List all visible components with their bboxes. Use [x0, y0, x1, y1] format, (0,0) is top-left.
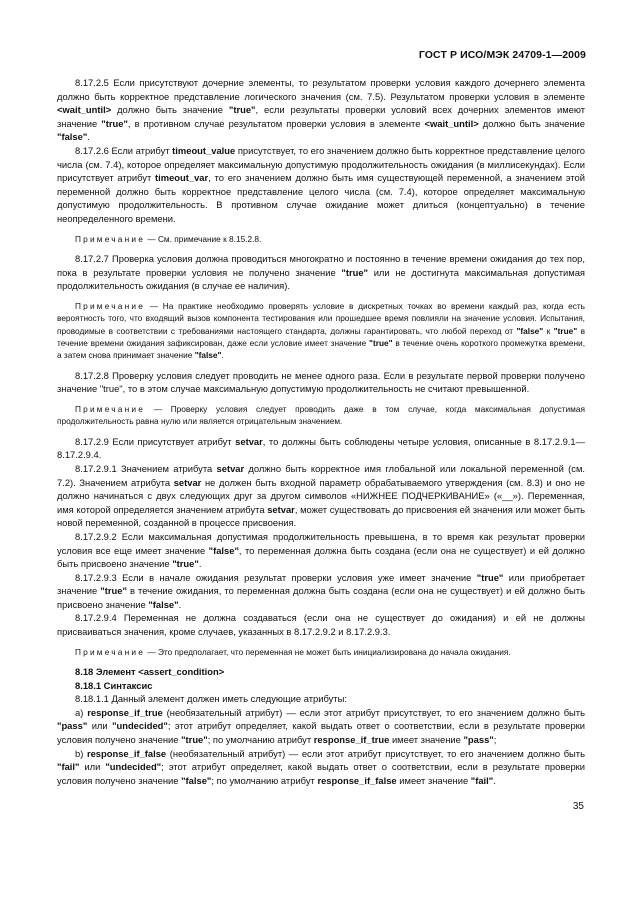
- paragraph-8-17-2-6: 8.17.2.6 Если атрибут timeout_value присутствует, то его значением должно быть корректное представление целого числа (см. 7.4), которое определяет максимальную допустимую продолжительность ожидания (в миллисекундах). Если присутствует атрибут timeout_var, то его значением должно быть имя существующей переменной, а значением этой переменной должно быть корректное представление целого числа (см. 7.4), которое определяет максимальную допустимую продолжительность. В противном случае ожидание может длиться (концептуально) в течение неопределенного времени.: [57, 144, 586, 224]
- list-item-b: b) response_if_false (необязательный атрибут) — если этот атрибут присутствует, то его значением должно быть "fail" или "undecided"; этот атрибут определяет, какой выдать ответ о соответствии, если в результате проверки условия получено значение "false"; по умолчанию атрибут response_if_false имеет значение "fail".: [57, 747, 586, 786]
- note-4: Примечание — Это предполагает, что переменная не может быть инициализирована до начала ожидания.: [75, 646, 511, 657]
- paragraph-8-17-2-5: 8.17.2.5 Если присутствуют дочерние элементы, то результатом проверки условия каждого дочернего элемента должно быть корректное представление логического значения (см. 7.5). Результатом проверки условия в элементе <wait_until> должно быть значение "true", если результаты проверки условий всех дочерних элементов имеют значение "true", в противном случае результатом проверки условия в элементе <wait_until> должно быть значение "false".: [57, 77, 586, 143]
- paragraph-8-17-2-9-2: 8.17.2.9.2 Если максимальная допустимая продолжительность превышена, в то время как результат проверки условия все еще имеет значение "false", то переменная должна быть создана (если она не существует) и ей должно быть присвоено значение "true".: [57, 530, 585, 570]
- standard-header: ГОСТ Р ИСО/МЭК 24709-1—2009: [418, 49, 586, 61]
- paragraph-8-17-2-7: 8.17.2.7 Проверка условия должна проводиться многократно и постоянно в течение времени ожидания до тех пор, пока в результате проверки условия не получено значение "true" или не достигнута максимальная допустимая продолжительность ожидания (в случае ее наличия).: [57, 252, 585, 292]
- document-body: [57, 76, 585, 787]
- subsection-heading-8-18-1: 8.18.1 Синтаксис: [75, 679, 153, 691]
- paragraph-8-17-2-9-1: 8.17.2.9.1 Значением атрибута setvar должно быть корректное имя глобальной или локальной переменной (см. 7.2). Значением атрибута setvar не должен быть входной параметр обрабатываемого утверждения (см. 8.3) и оно не должно начинаться с двух следующих друг за другом символов «НИЖНЕЕ ПОДЧЕРКИВАНИЕ» («__»). Переменная, имя которой определяется значением атрибута setvar, может существовать до присвоения ей значения или может быть новой переменной, созданной в процессе присвоения.: [57, 462, 586, 529]
- paragraph-8-17-2-9-3: 8.17.2.9.3 Если в начале ожидания результат проверки условия уже имеет значение "true" или приобретает значение "true" в течение ожидания, то переменная должна быть создана (если она не существует) и ей должно быть присвоено значение "false".: [57, 571, 585, 610]
- paragraph-8-18-1-1: 8.18.1.1 Данный элемент должен иметь следующие атрибуты:: [75, 693, 347, 705]
- section-heading-8-18: 8.18 Элемент <assert_condition>: [75, 666, 225, 678]
- paragraph-8-17-2-9-4: 8.17.2.9.4 Переменная не должна создаваться (если она не существует до ожидания) и ей не должны присваиваться значения, кроме случаев, указанных в 8.17.2.9.2 и 8.17.2.9.3.: [57, 612, 585, 638]
- list-item-a: a) response_if_true (необязательный атрибут) — если этот атрибут присутствует, то его значением должно быть "pass" или "undecided"; этот атрибут определяет, какой выдать ответ о соответствии, если в результате проверки условия получено значение "true"; по умолчанию атрибут response_if_true имеет значение "pass";: [57, 706, 585, 746]
- note-3: Примечание — Проверку условия следует проводить даже в том случае, когда максимальная допустимая продолжительность равна нулю или является отрицательным значением.: [57, 403, 585, 427]
- page-number: 35: [572, 801, 584, 812]
- paragraph-8-17-2-8: 8.17.2.8 Проверку условия следует проводить не менее одного раза. Если в результате первой проверки получено значение "true", то в этом случае максимальную допустимую продолжительность не считают превышенной.: [57, 369, 585, 395]
- note-2: Примечание — На практике необходимо проверять условие в дискретных точках во времени каждый раз, когда есть вероятность того, что входящий вызов компонента тестирования или прошедшее время повлияли на значение условия. Испытания, проводимые в соответствии с требованиями настоящего стандарта, должны гарантировать, что любой переход от "false" к "true" в течение времени ожидания зафиксирован, даже если условие имеет значение "true" в течение очень короткого промежутка времени, а затем снова принимает значение "false".: [57, 300, 585, 361]
- note-1: Примечание — См. примечание к 8.15.2.8.: [75, 233, 262, 244]
- paragraph-8-17-2-9: 8.17.2.9 Если присутствует атрибут setvar, то должны быть соблюдены четыре условия, описанные в 8.17.2.9.1— 8.17.2.9.4.: [57, 435, 585, 461]
